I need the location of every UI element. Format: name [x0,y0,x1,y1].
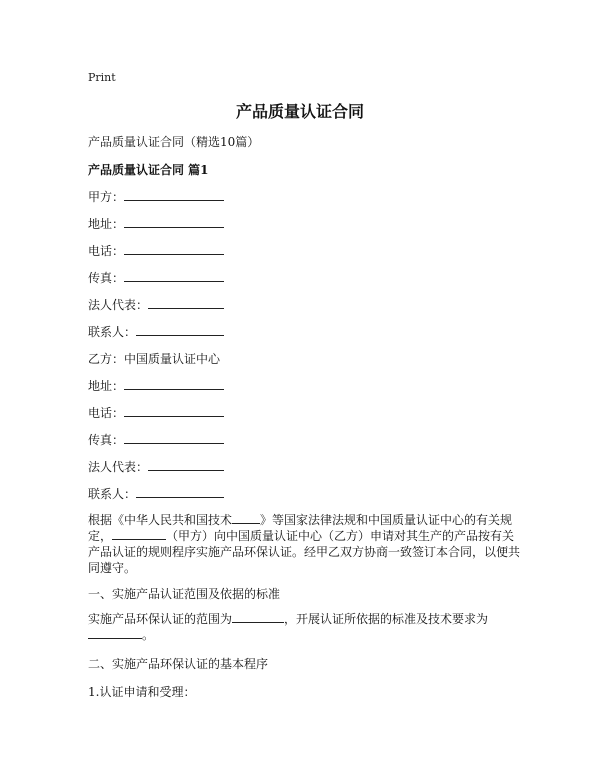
party-a-phone-blank [124,243,224,255]
intro-part-3: （甲方）向中国质量认证中心（乙方）申请对其生产的产品按有关产品认证的规则程序实施产品环保认证。经甲乙双方协商一致签订本合同，以便共同遵守。 [88,529,521,575]
party-a-fax [88,269,224,286]
intro-part-1: 根据《中华人民共和国技术 [88,513,233,527]
party-b-contact-label: 联系人： [88,487,137,501]
party-b-phone-label: 电话： [88,406,125,420]
party-a-phone [88,242,224,259]
party-a-fax-blank [124,270,224,282]
clause-1-blank-2 [88,627,142,639]
party-a-contact-label: 联系人： [88,325,137,339]
item-1: 1.认证申请和受理： [88,685,196,699]
intro-blank-2 [112,528,166,540]
clause-1-text-c: 。 [142,628,155,642]
party-b-contact-blank [136,486,224,498]
clause-1-text-b: ，开展认证所依据的标准及技术要求为 [284,612,489,626]
party-a-contact [88,323,224,340]
party-b-fax-blank [124,432,224,444]
clause-2-heading: 二、实施产品环保认证的基本程序 [88,657,269,671]
party-b-name: 乙方：中国质量认证中心 [88,352,221,366]
print-link[interactable]: Print [88,71,116,84]
clause-1-heading: 一、实施产品认证范围及依据的标准 [88,587,281,601]
party-b-phone [88,404,224,421]
party-b-phone-blank [124,405,224,417]
party-a-phone-label: 电话： [88,244,125,258]
party-a-name-blank [124,189,224,201]
party-a-name [88,188,224,205]
party-a-rep-label: 法人代表： [88,298,149,312]
party-a-rep-blank [148,297,224,309]
party-b-address-label: 地址： [88,379,125,393]
party-b-address-blank [124,378,224,390]
clause-1-text-a: 实施产品环保认证的范围为 [88,612,233,626]
party-a-address-blank [124,216,224,228]
clause-1-blank-1 [232,611,284,623]
intro-part-2: 》等国家法律法规和中国质量认证中心的有关规定， [88,513,513,543]
party-b-contact [88,485,224,502]
party-b-rep [88,458,224,475]
party-b-rep-blank [148,459,224,471]
party-b-fax-label: 传真： [88,433,125,447]
intro-paragraph [88,512,524,576]
party-b-address [88,377,224,394]
section-heading: 产品质量认证合同 篇1 [88,163,209,177]
party-a-fax-label: 传真： [88,271,125,285]
party-a-name-label: 甲方： [88,190,125,204]
party-b-fax [88,431,224,448]
intro-blank-1 [232,512,260,524]
party-a-contact-blank [136,324,224,336]
document-title: 产品质量认证合同 [235,102,364,121]
document-subtitle: 产品质量认证合同（精选10篇） [88,135,260,149]
party-b-rep-label: 法人代表： [88,460,149,474]
party-a-address-label: 地址： [88,217,125,231]
clause-1-text [88,611,524,643]
party-a-address [88,215,224,232]
party-a-rep [88,296,224,313]
